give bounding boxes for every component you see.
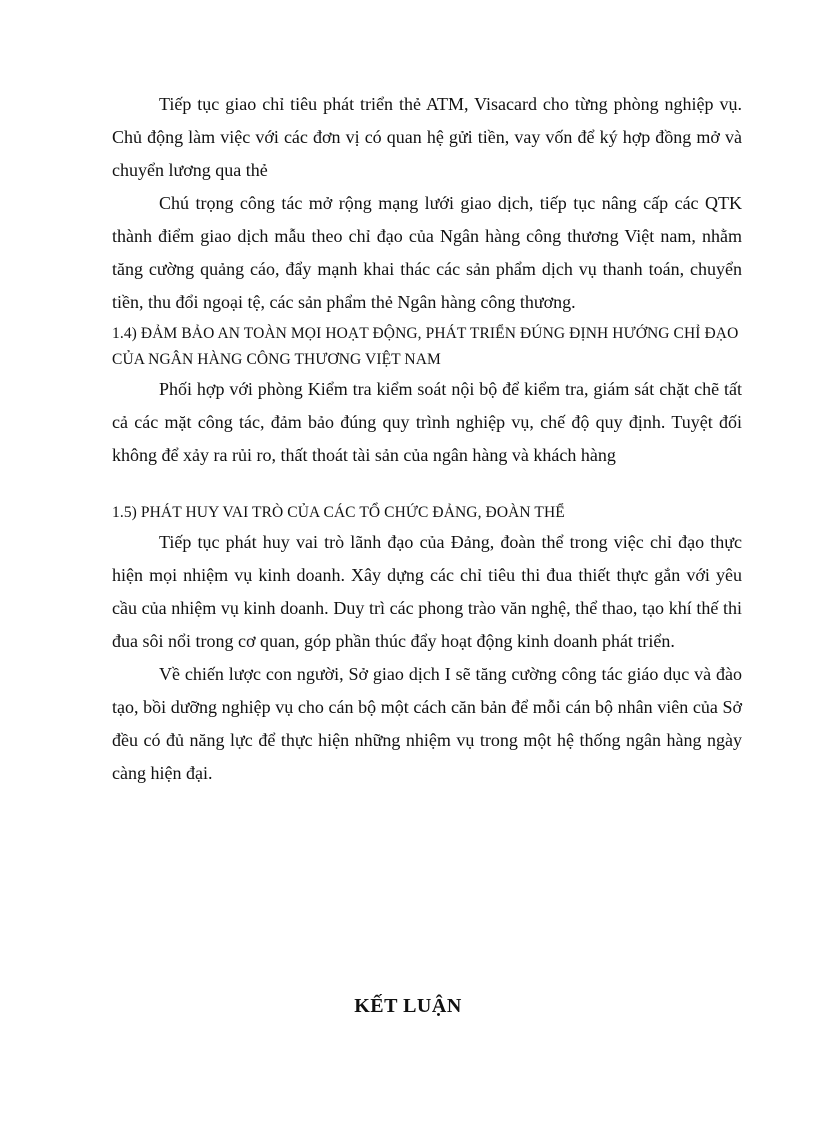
section-heading-1-4: 1.4) ĐẢM BẢO AN TOÀN MỌI HOẠT ĐỘNG, PHÁT TRIỂN ĐÚNG ĐỊNH HƯỚNG CHỈ ĐẠO CỦA NGÂN HÀNG CÔNG THƯƠNG VIỆT NAM [112,325,739,368]
paragraph-party-leadership: Tiếp tục phát huy vai trò lãnh đạo của Đảng, đoàn thể trong việc chỉ đạo thực hiện mọi nhiệm vụ kinh doanh. Xây dựng các chỉ tiêu thi đua thiết thực gắn với yêu cầu của nhiệm vụ kinh doanh. Duy trì các phong trào văn nghệ, thể thao, tạo khí thế thi đua sôi nổi trong cơ quan, góp phần thúc đẩy hoạt động kinh doanh phát triển. [112,532,742,651]
paragraph-atm-visacard: Tiếp tục giao chỉ tiêu phát triển thẻ ATM, Visacard cho từng phòng nghiệp vụ. Chủ động làm việc với các đơn vị có quan hệ gửi tiền, vay vốn để ký hợp đồng mở và chuyển lương qua thẻ [112,94,742,180]
document-body [112,88,742,790]
paragraph-transaction-network: Chú trọng công tác mở rộng mạng lưới giao dịch, tiếp tục nâng cấp các QTK thành điểm giao dịch mẫu theo chỉ đạo của Ngân hàng công thương Việt nam, nhằm tăng cường quảng cáo, đẩy mạnh khai thác các sản phẩm dịch vụ thanh toán, chuyển tiền, thu đổi ngoại tệ, các sản phẩm thẻ Ngân hàng công thương. [112,193,742,312]
paragraph-internal-audit: Phối hợp với phòng Kiểm tra kiểm soát nội bộ để kiểm tra, giám sát chặt chẽ tất cả các mặt công tác, đảm bảo đúng quy trình nghiệp vụ, chế độ quy định. Tuyệt đối không để xảy ra rủi ro, thất thoát tài sản của ngân hàng và khách hàng [112,379,742,465]
paragraph-human-strategy: Về chiến lược con người, Sở giao dịch I sẽ tăng cường công tác giáo dục và đào tạo, bồi dưỡng nghiệp vụ cho cán bộ một cách căn bản để mỗi cán bộ nhân viên của Sở đều có đủ năng lực để thực hiện những nhiệm vụ trong một hệ thống ngân hàng ngày càng hiện đại. [112,664,742,783]
conclusion-title: KẾT LUẬN [354,995,462,1017]
section-heading-1-5: 1.5) PHÁT HUY VAI TRÒ CỦA CÁC TỔ CHỨC ĐẢNG, ĐOÀN THỂ [112,504,565,521]
